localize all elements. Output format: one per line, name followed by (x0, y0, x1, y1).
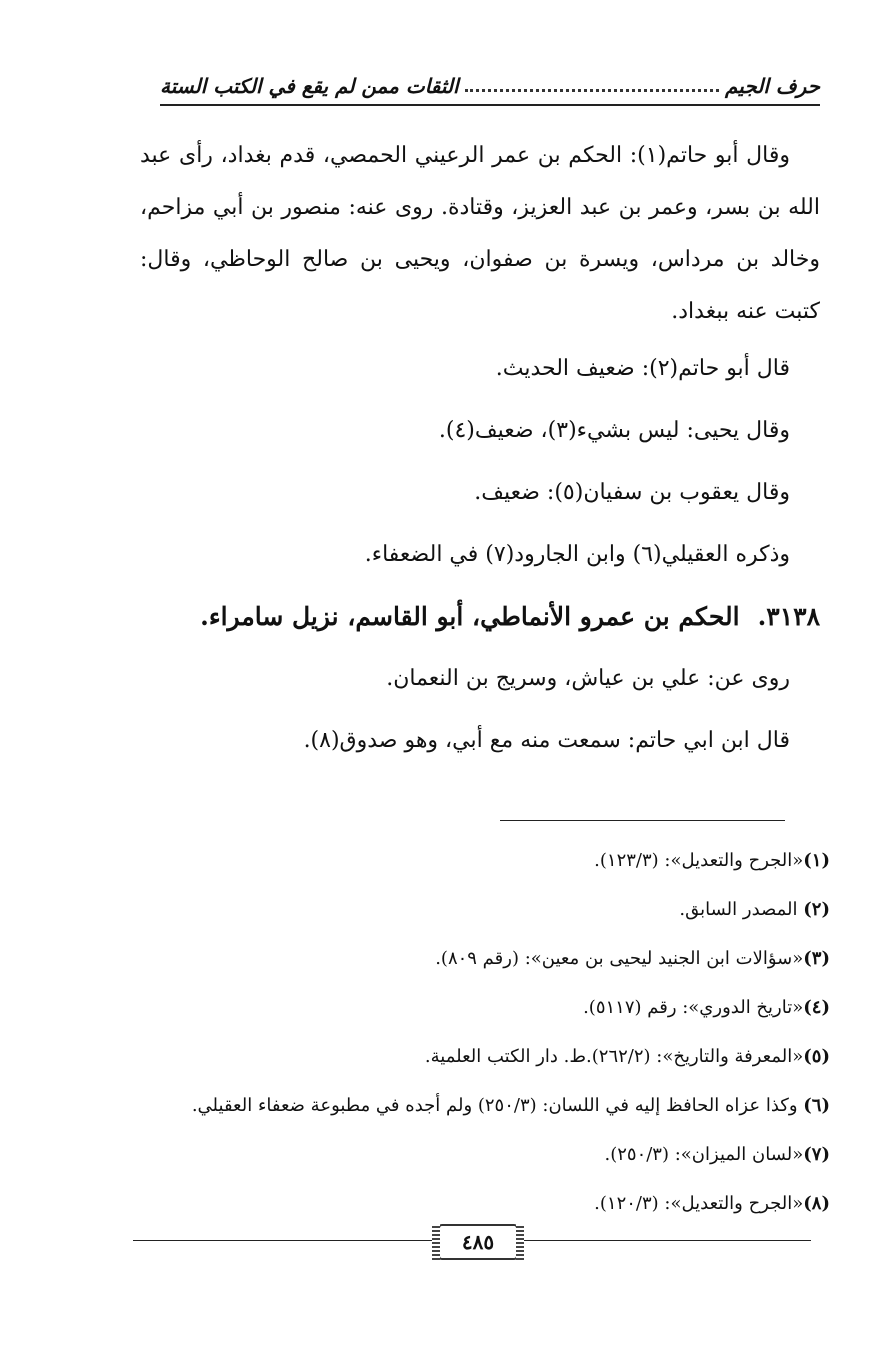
footnote-text: «المعرفة والتاريخ»: (٢٦٢/٢).ط. دار الكتب العلمية. (424, 1046, 804, 1067)
entry-line-1: روى عن: علي بن عياش، وسريج بن النعمان. (386, 666, 790, 691)
footnote-text: «سؤالات ابن الجنيد ليحيى بن معين»: (رقم ٨٠٩). (435, 948, 804, 969)
footnote-marker: (٨) (803, 1193, 830, 1214)
text-line-1: قال أبو حاتم(٢): ضعيف الحديث. (495, 356, 790, 381)
footnote-1 (150, 836, 830, 885)
footnote-2 (150, 885, 830, 934)
chapter-title: حرف الجيم (725, 74, 820, 98)
header-dot-leader (465, 89, 719, 92)
footnote-text: المصدر السابق. (679, 899, 798, 920)
footnote-marker: (٣) (803, 948, 830, 969)
footnote-marker: (١) (803, 850, 830, 871)
footnote-text: وكذا عزاه الحافظ إليه في اللسان: (٢٥٠/٣) ولم أجده في مطبوعة ضعفاء العقيلي. (191, 1095, 798, 1116)
footnote-marker: (٤) (803, 997, 830, 1018)
footnote-8 (150, 1179, 830, 1228)
book-title: الثقات ممن لم يقع في الكتب الستة (160, 74, 459, 98)
footnote-7 (150, 1130, 830, 1179)
text-line-2: وقال يحيى: ليس بشيء(٣)، ضعيف(٤). (438, 418, 790, 443)
running-header (160, 70, 820, 106)
footnote-marker: (٢) (803, 899, 830, 920)
footnote-marker: (٥) (803, 1046, 830, 1067)
footnote-4 (150, 983, 830, 1032)
entry-number: ٣١٣٨. (757, 602, 820, 631)
footnote-5 (150, 1032, 830, 1081)
text-line-3: وقال يعقوب بن سفيان(٥): ضعيف. (474, 480, 790, 505)
page-number: ٤٨٥ (438, 1224, 518, 1260)
entry-title: الحكم بن عمرو الأنماطي، أبو القاسم، نزيل سامراء. (200, 602, 740, 631)
footnote-text: «لسان الميزان»: (٢٥٠/٣). (604, 1144, 804, 1165)
footnote-marker: (٦) (803, 1095, 830, 1116)
footnote-3 (150, 934, 830, 983)
footnote-6 (150, 1081, 830, 1130)
entry-heading (140, 586, 820, 648)
footnote-text: «الجرح والتعديل»: (١٢٣/٣). (594, 850, 804, 871)
footnotes (150, 836, 830, 1228)
text-line-4: وذكره العقيلي(٦) وابن الجارود(٧) في الضعفاء. (364, 542, 790, 567)
paragraph-biography: وقال أبو حاتم(١): الحكم بن عمر الرعيني الحمصي، قدم بغداد، رأى عبد الله بن بسر، وعمر بن عبد العزيز، وقتادة. روى عنه: منصور بن أبي مزاحم، وخالد بن مرداس، ويسرة بن صفوان، ويحيى بن صالح الوحاظي، وقال: كتبت عنه ببغداد. (140, 143, 820, 324)
main-text (140, 130, 820, 772)
entry-line-2: قال ابن ابي حاتم: سمعت منه مع أبي، وهو صدوق(٨). (303, 728, 790, 753)
footnote-separator (500, 820, 785, 821)
footnote-text: «تاريخ الدوري»: رقم (٥١١٧). (583, 997, 804, 1018)
footnote-marker: (٧) (803, 1144, 830, 1165)
footnote-text: «الجرح والتعديل»: (١٢٠/٣). (594, 1193, 804, 1214)
